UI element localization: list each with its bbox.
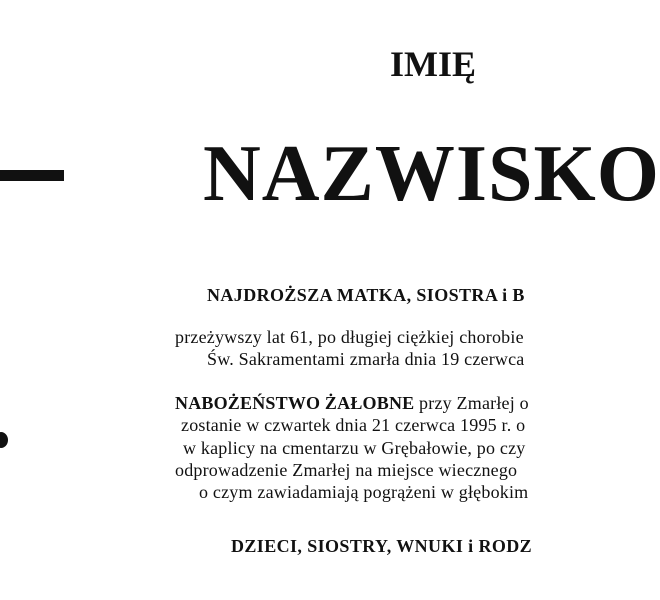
service-line-1-rest: przy Zmarłej o <box>414 393 529 413</box>
deceased-surname: NAZWISKO <box>203 130 660 218</box>
service-line-4: odprowadzenie Zmarłej na miejsce wiecznego <box>175 460 518 480</box>
cross-horizontal-bar <box>0 170 64 181</box>
biography-line-2: Św. Sakramentami zmarła dnia 19 czerwca <box>207 349 525 369</box>
mourners-signature: DZIECI, SIOSTRY, WNUKI i RODZ <box>231 536 533 556</box>
service-line-2: zostanie w czwartek dnia 21 czerwca 1995 r. o <box>181 415 526 435</box>
service-line-1 <box>175 394 529 412</box>
deceased-first-name: IMIĘ <box>390 44 477 84</box>
service-line-5: o czym zawiadamiają pogrążeni w głębokim <box>199 482 529 502</box>
biography-line-1: przeżywszy lat 61, po długiej ciężkiej chorobie <box>175 327 524 347</box>
relation-heading: NAJDROŻSZA MATKA, SIOSTRA i B <box>207 285 525 305</box>
service-line-3: w kaplicy na cmentarzu w Grębałowie, po czy <box>183 438 526 458</box>
decorative-dot <box>0 432 8 448</box>
service-label: NABOŻEŃSTWO ŻAŁOBNE <box>175 393 415 413</box>
